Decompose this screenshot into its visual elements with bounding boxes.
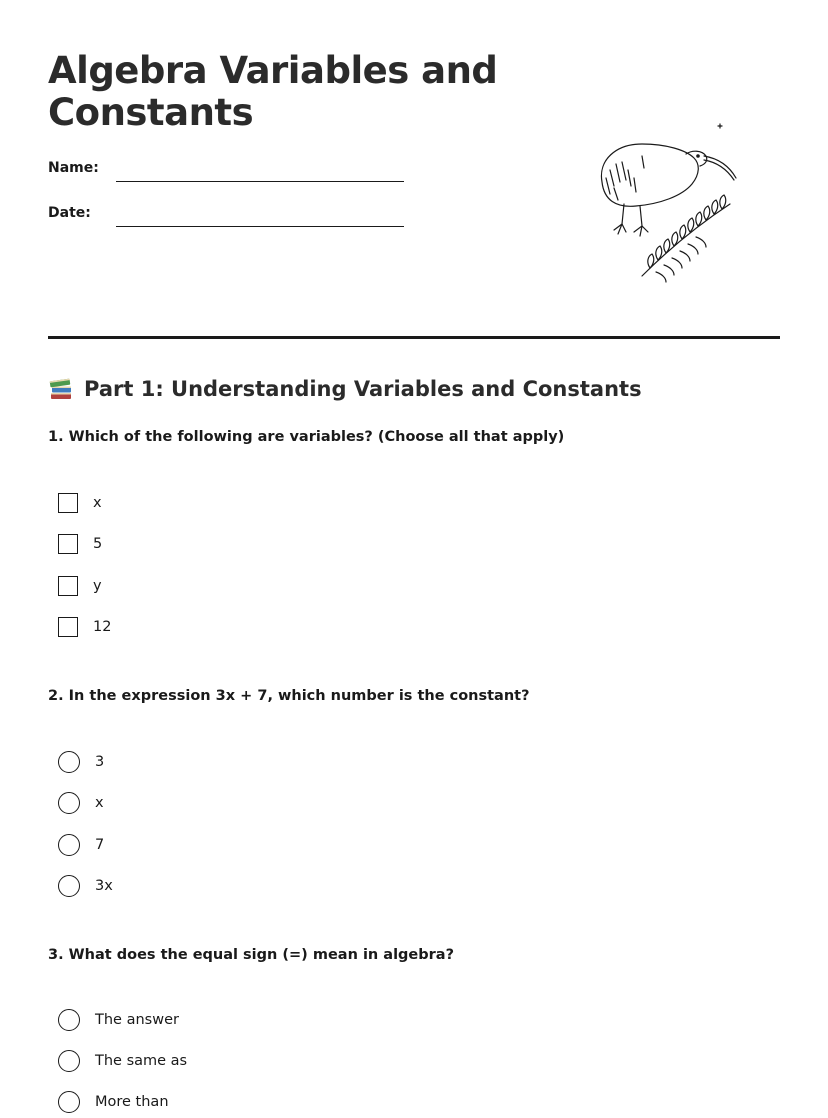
radio-button[interactable] — [58, 1009, 80, 1031]
part1-heading-text: Part 1: Understanding Variables and Constants — [84, 377, 642, 401]
option-q2-d[interactable] — [58, 874, 113, 898]
option-label: 12 — [93, 619, 112, 635]
option-q3-a[interactable] — [58, 1008, 179, 1032]
radio-button[interactable] — [58, 1091, 80, 1113]
name-label: Name: — [48, 160, 99, 176]
option-q1-b[interactable] — [58, 532, 102, 556]
option-q2-c[interactable] — [58, 833, 104, 857]
option-label: The answer — [95, 1012, 179, 1028]
date-field[interactable] — [116, 226, 404, 227]
worksheet-title: Algebra Variables and Constants — [48, 49, 498, 134]
checkbox[interactable] — [58, 617, 78, 637]
kiwi-bird-drawing-icon — [588, 120, 748, 285]
option-label: x — [93, 495, 102, 511]
option-label: The same as — [95, 1053, 188, 1069]
option-label: 5 — [93, 536, 103, 552]
radio-button[interactable] — [58, 1050, 80, 1072]
option-q3-b[interactable] — [58, 1049, 187, 1073]
option-label: 3 — [95, 754, 105, 770]
name-field[interactable] — [116, 181, 404, 182]
checkbox[interactable] — [58, 534, 78, 554]
option-q3-c[interactable] — [58, 1090, 169, 1114]
checkbox[interactable] — [58, 493, 78, 513]
date-label: Date: — [48, 205, 91, 221]
section-divider — [48, 336, 780, 339]
radio-button[interactable] — [58, 792, 80, 814]
radio-button[interactable] — [58, 875, 80, 897]
question-2: 2. In the expression 3x + 7, which number is the constant? — [48, 688, 530, 704]
option-label: y — [93, 578, 102, 594]
books-icon — [48, 376, 74, 402]
option-q2-b[interactable] — [58, 791, 104, 815]
option-q2-a[interactable] — [58, 750, 104, 774]
radio-button[interactable] — [58, 751, 80, 773]
radio-button[interactable] — [58, 834, 80, 856]
checkbox[interactable] — [58, 576, 78, 596]
option-q1-c[interactable] — [58, 574, 102, 598]
option-q1-d[interactable] — [58, 615, 111, 639]
option-label: x — [95, 795, 104, 811]
option-label: 7 — [95, 837, 105, 853]
question-3: 3. What does the equal sign (=) mean in algebra? — [48, 947, 454, 963]
option-label: 3x — [95, 878, 113, 894]
question-1: 1. Which of the following are variables? (Choose all that apply) — [48, 429, 565, 445]
option-q1-a[interactable] — [58, 491, 102, 515]
part1-heading — [48, 374, 642, 404]
option-label: More than — [95, 1094, 169, 1110]
